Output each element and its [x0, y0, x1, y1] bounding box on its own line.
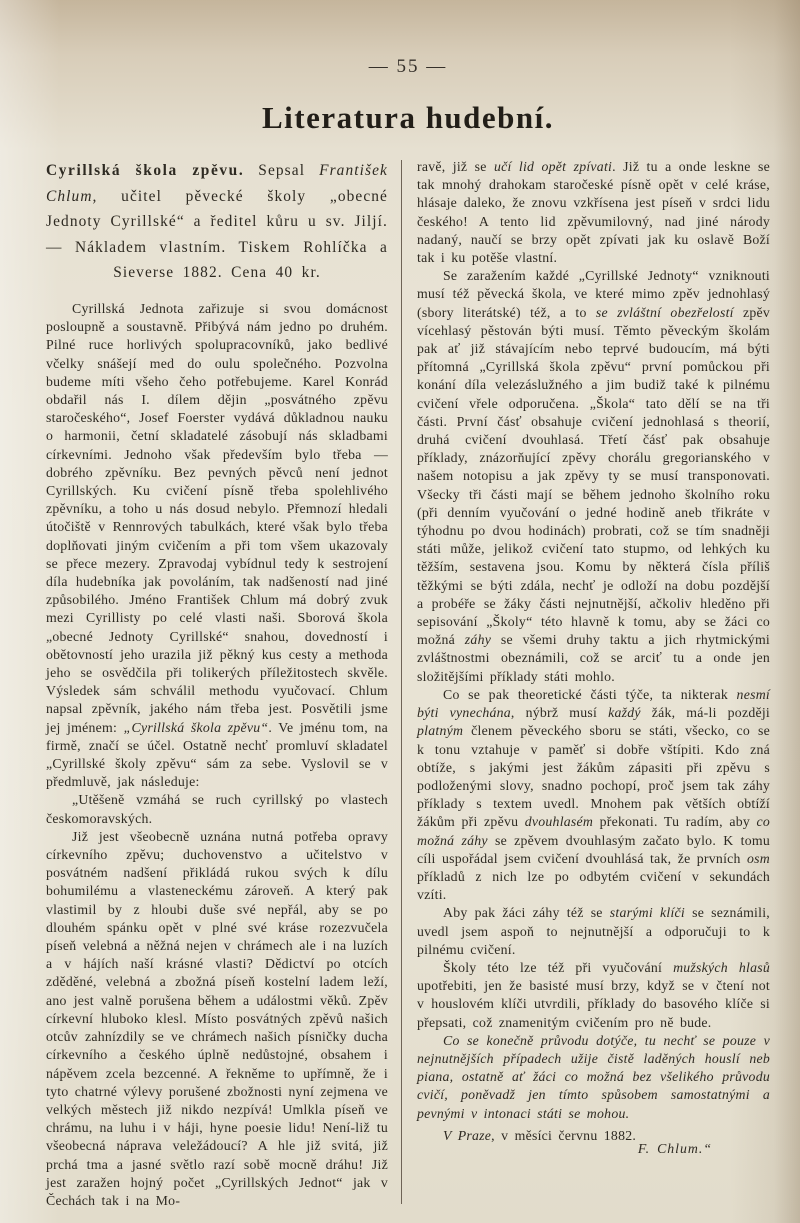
paragraph	[46, 791, 388, 827]
text-segment: záhy	[464, 632, 492, 648]
page-title: Literatura hudební.	[261, 100, 555, 135]
paragraph	[417, 959, 770, 1032]
text-segment: se seznámili, uvedl jsem aspoň to nejnutnější a odporučuji to k pilnému cvičení.	[417, 905, 770, 957]
column-divider-rule	[401, 160, 402, 1204]
signature-block	[417, 1123, 770, 1171]
text-segment: V Praze	[443, 1127, 492, 1143]
text-segment: zpěv vícehlasý pěstován býti musí. Těmto pěveckým školám pak ať již stávajícím nebo teprvé budoucím, má býti přítomná „Cyrillská škola zpěvu“ první pomůckou při konání díla velezáslužného a jim budiž také k pilnému cvičení vřele odporučena. „Škola“ tato dělí se na tři části. První čásť obsahuje cvičení jednohlasá s theorií, druhá cvičení dvouhlasá. Třetí čásť pak obsahuje příklady, znázorňující zpěvy chorálu gregorianského v našem notopisu a jak zpěvy ty se musí transponovati. Všecky tři části mají se během jednoho školního roku (při denním vyučování o jedné hodině aneb třikráte v týhodnu po dvou hodinách) probrati, což se tím snadněji státi může, jelikož cvičení tato stupmo, od lehkých ku těžším, sestavena jsou. Komu by některá čísla příliš těžkými se býti zdála, nechť je odloží na dobu pozdější a probéře se žáky části nejnutnější, ačkoliv hleděno při sepisování „Školy“ této hlavně k tomu, aby se žáci co možná	[417, 304, 770, 648]
text-segment: každý	[608, 705, 641, 721]
paragraph	[417, 686, 770, 904]
text-segment: Školy této lze též při vyučování	[443, 959, 674, 975]
two-column-layout	[46, 158, 770, 1210]
text-segment: Se zaražením každé „Cyrillské Jednoty“ vzniknouti musí též pěvecká škola, ve které mimo zpěv jednohlasý (sbory literátské) též, a to	[417, 268, 770, 320]
review-heading	[46, 158, 388, 286]
text-segment: učitel pěvecké školy „obecné Jednoty Cyrillské“ a ředitel kůru u sv. Jiljí. — Nákladem vlastním. Tiskem Rohlíčka a Sieverse 1882. Cena 40 kr.	[46, 187, 388, 282]
text-segment: se zvláštní obezřelostí	[595, 304, 734, 320]
text-segment: Aby pak žáci záhy též se	[443, 905, 610, 921]
text-segment: nesmí býti vynechána	[417, 686, 770, 721]
text-segment: se všemi druhy taktu a jich rhytmickými zvláštnostmi obeznámili, což se arciť tu a onde jen složitějšími příklady státi mohlo.	[417, 632, 771, 684]
text-segment: mužských hlasů	[673, 959, 770, 975]
text-segment: příkladů z nich lze po odbytém cvičení v sekundách vzíti.	[417, 868, 770, 903]
text-segment: „Utěšeně vzmáhá se ruch cyrillský po vlastech českomoravských.	[46, 792, 388, 826]
paragraph	[417, 904, 770, 959]
text-segment: členem pěveckého sboru se státi, všecko, co se k tonu vztahuje v paměť si dobře vštípiti. Kdo zná obtíže, s jakými jest žákům zápasiti při zpěvu s podloženými slovy, snadno pochopí, proč jsem tak záhy příklady s textem uvedl. Mnohem pak větších obtíží žákům při zpěvu	[417, 723, 770, 830]
text-segment: osm	[747, 850, 770, 866]
text-segment: Cyrillská Jednota zařizuje si svou domácnost posloupně a soustavně. Přibývá nám jedno po druhém. Pilné ruce horlivých spolupracovníků, jako bedlivé včelky snášejí med do oulu společného. Pozvolna budeme míti všeho čeho potřebujeme. Karel Konrád obdařil nás I. dílem dějin „posvátného zpěvu staročeského“, Josef Foerster vydává důkladnou nauku o harmonii, četní skladatelé zásobují nás skladbami církevními. Jednoho však především bylo třeba — dobrého zpěvníku. Bez pevných pěvců není jednot Cyrillských. Ku cvičení písně třeba spolehlivého zpěvníku, a toho u nás dosud nebylo. Přemnozí hledali útočiště v Rennrových tabulkách, které však bylo třeba doplňovati jiným cvičením a při tom všem ukazovaly se přece mezery. Zpravodaj vybídnul tedy k sestrojení díla hudebníka jak povoláním, tak nadšeností nad jiné způsobilého. Jméno František Chlum má dobrý zvuk mezi Cyrillisty po celé vlasti naši. Sborová škola „obecné Jednoty Cyrillské“ snahou, dovedností i obětovností jeho urazila již pěkný kus cesty a methoda jeho se osvědčila při tolikerých příležitostech skvěle. Výsledek sám schválil methodu vyučovací. Chlum napsal zpěvník, jakého nám třeba jest. Posvětili jsme jej jménem:	[46, 300, 388, 735]
text-segment: co možná záhy	[417, 814, 770, 848]
text-segment: Cyrillská škola zpěvu.	[46, 162, 245, 179]
paragraph	[46, 300, 388, 791]
text-segment: . Již tu a onde leskne se tak mnohý drahokam staročeské písně opět v celé kráse, hlásaje daleko, že znovu vzkřísena jest píseň v srdci lidu českého! A tento lid zpěvumilovný, nad jiné národy nadaný, naučí se brzy opět zpívati jak ku oslavě Boží tak i ku potěše vlastní.	[417, 159, 770, 266]
paragraph	[417, 158, 770, 267]
text-segment: platným	[417, 723, 464, 739]
right-column	[417, 158, 770, 1171]
text-segment: se zpěvem dvouhlasým začato bylo. K tomu cíli uspořádal jsem cvičení dvouhlásá tak, že prvních	[417, 832, 770, 866]
text-segment: Již jest všeobecně uznána nutná potřeba opravy církevního zpěvu; duchovenstvo a učitelstvo v posvátném nadšení přikládá rukou svých k dílu bohumilému a vlasteneckému zároveň. A který pak vlastimil by z hloubi duše své nepřál, aby se po dlouhém spánku opět v plné své kráse rozezvučela píseň velebná a něžná nejen v chrámech ale i na luzích a v hájích naší krásné vlasti? Dědictví po otcích zděděné, velebná a zbožná píseň kostelní ladem leží, ano jest valně porušena během a událostmi věků. Zpěv církevní hluboko klesl. Místo posvátných zpěvů našich otcův zahnízdily se ve chrámech našich písničky ducha církevního a českého úplně nedůstojné, obsahem i nápěvem zcela bezcenné. A řekněme to upřímně, že i tyto chatrné výlevy porušené zbožnosti nyní zejmena ve velkých městech již nikdo nezpívá! Umlkla píseň ve chrámu, na luhu i v háji, hyne poesie lidu! Není-liž tu všeobecná náprava veležádoucí? A hle již svitá, již prchá tma a jasné světlo razí sobě mocně dráhu! Již jest zaražen hojný počet „Cyrillských Jednot“ jak v Čechách tak i na Mo-	[46, 828, 388, 1208]
author-signature: F. Chlum.“	[637, 1140, 712, 1156]
text-segment: František Chlum,	[46, 162, 388, 205]
text-segment: Sepsal	[244, 162, 320, 179]
text-segment: překonati. Tu radím, aby	[593, 814, 757, 830]
left-column	[46, 158, 388, 1210]
text-segment: upotřebiti, jen že basisté musí brzy, když se v čtení not v houslovém klíči utvrdili, příklady do basového klíče si přepsati, což znamenitým cvičením pro ně bude.	[417, 978, 770, 1030]
text-segment: ravě, již se	[417, 159, 494, 174]
paragraph	[417, 1032, 770, 1123]
text-segment: učí lid opět zpívati	[493, 159, 613, 174]
text-segment: „Cyrillská škola zpěvu“	[123, 719, 269, 735]
text-segment: , nýbrž musí	[510, 705, 609, 721]
text-segment: Co se pak theoretické části týče, ta nikterak	[443, 686, 737, 702]
paragraph	[46, 828, 388, 1210]
page-number: — 55 —	[368, 56, 448, 77]
text-segment: žák, má-li později	[640, 705, 771, 721]
text-segment: , v měsíci červnu 1882.	[491, 1127, 637, 1143]
paragraph	[417, 267, 770, 686]
text-segment: . Ve jménu tom, na firmě, značí se účel. Ostatně nechť promluví skladatel „Cyrillské školy zpěvu“ sám za sebe. Vyslovil se v předmluvě, jak následuje:	[46, 719, 388, 790]
text-segment: Co se konečně průvodu dotýče, tu nechť se pouze v nejnutnějších případech užije čistě laděných houslí neb piana, ostatně ať žáci co možná bez všelikého průvodu cvičí, poněvadž jen tímto spůsobem samostatnými a pevnými v intonaci státi se mohou.	[417, 1032, 770, 1121]
text-segment: starými klíči	[609, 905, 686, 921]
text-segment: dvouhlasém	[524, 814, 594, 830]
signature-dateline	[443, 1127, 636, 1145]
